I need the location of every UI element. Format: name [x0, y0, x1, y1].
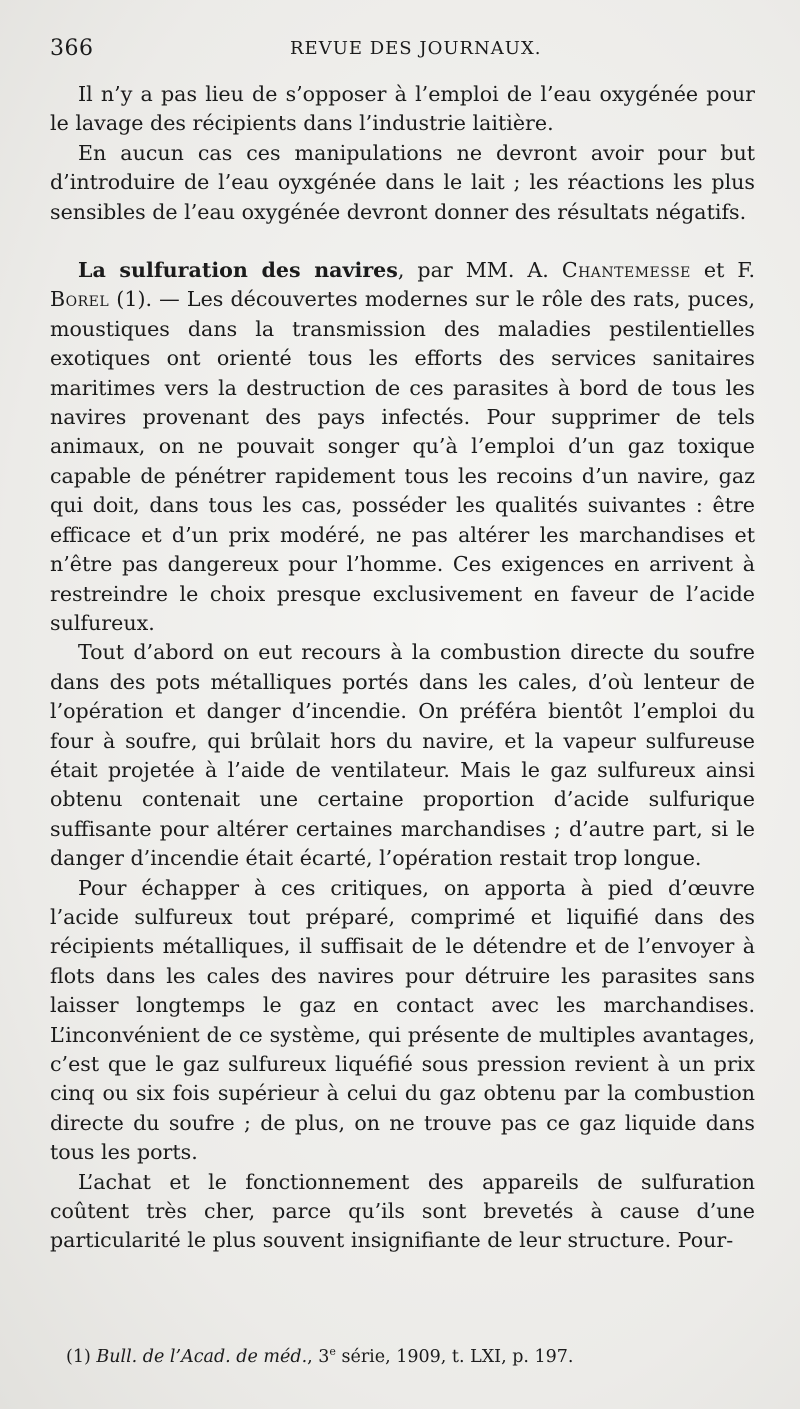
article-paragraph — [50, 256, 755, 638]
paragraph-text: Les découvertes modernes sur le rôle des rats, puces, moustiques dans la transmission des maladies pestilentielles exotiques ont orienté tous les efforts des services sanitaires maritimes vers la destruction de ces parasites à bord de tous les navires provenant des pays infectés. Pour supprimer de tels animaux, on ne pouvait songer qu’à l’emploi d’un gaz toxique capable de pénétrer rapidement tous les recoins d’un navire, gaz qui doit, dans tous les cas, posséder les qualités suivantes : être efficace et d’un prix modéré, ne pas altérer les marchandises et n’être pas dangereux pour l’homme. Ces exigences en arrivent à restreindre le choix presque exclusivement en faveur de l’acide sulfureux. — [50, 287, 755, 635]
running-title: REVUE DES JOURNAUX. — [290, 38, 542, 59]
footnote-text: , 3 — [307, 1346, 330, 1367]
footnote-superscript: e — [329, 1345, 336, 1358]
byline-text: , par MM. A. — [397, 258, 562, 283]
author-name: Borel — [50, 287, 110, 312]
footnote — [66, 1339, 756, 1370]
paragraph: Il n’y a pas lieu de s’opposer à l’emploi de l’eau oxygénée pour le lavage des récipients dans l’industrie laitière. — [50, 82, 755, 136]
article-title: La sulfuration des navires — [78, 258, 398, 283]
author-name: Chantemesse — [561, 258, 691, 283]
paragraph: Pour échapper à ces critiques, on apporta à pied d’œuvre l’acide sulfureux tout préparé, comprimé et liquifié dans des récipients métalliques, il suffisait de le détendre et de l’envoyer à flots dans les cales des navires pour détruire les parasites sans laisser longtemps le gaz en contact avec les marchandises. L’inconvénient de ce système, qui présente de multiples avantages, c’est que le gaz sulfureux liquéfié sous pression revient à un prix cinq ou six fois supérieur à celui du gaz obtenu par la combustion directe du soufre ; de plus, on ne trouve pas ce gaz liquide dans tous les ports. — [50, 875, 755, 1165]
footnote-marker: (1) — [66, 1346, 97, 1367]
paragraph: En aucun cas ces manipulations ne devront avoir pour but d’introduire de l’eau oyxgénée dans le lait ; les réactions les plus sensibles de l’eau oxygénée devront donner des résultats négatifs. — [50, 140, 755, 224]
paragraph: L’achat et le fonctionnement des appareils de sulfuration coûtent très cher, parce qu’ils sont brevetés à cause d’une particularité le plus souvent insignifiante de leur structure. Pour- — [50, 1169, 755, 1253]
running-header — [50, 36, 764, 70]
paragraph: Tout d’abord on eut recours à la combustion directe du soufre dans des pots métalliques portés dans les cales, d’où lenteur de l’opération et danger d’incendie. On préféra bientôt l’emploi du four à soufre, qui brûlait hors du navire, et la vapeur sulfureuse était projetée à l’aide de ventilateur. Mais le gaz sulfureux ainsi obtenu contenait une certaine proportion d’acide sulfurique suffisante pour altérer certaines marchandises ; d’autre part, si le danger d’incendie était écarté, l’opération restait trop longue. — [50, 640, 755, 871]
page-number: 366 — [50, 36, 94, 61]
byline-text: et F. — [690, 258, 755, 283]
footnote-reference: (1). — — [109, 287, 187, 312]
footnote-source: Bull. de l’Acad. de méd. — [96, 1346, 308, 1367]
footnote-text: série, 1909, t. LXI, p. 197. — [335, 1346, 574, 1367]
body-text — [50, 80, 755, 1256]
